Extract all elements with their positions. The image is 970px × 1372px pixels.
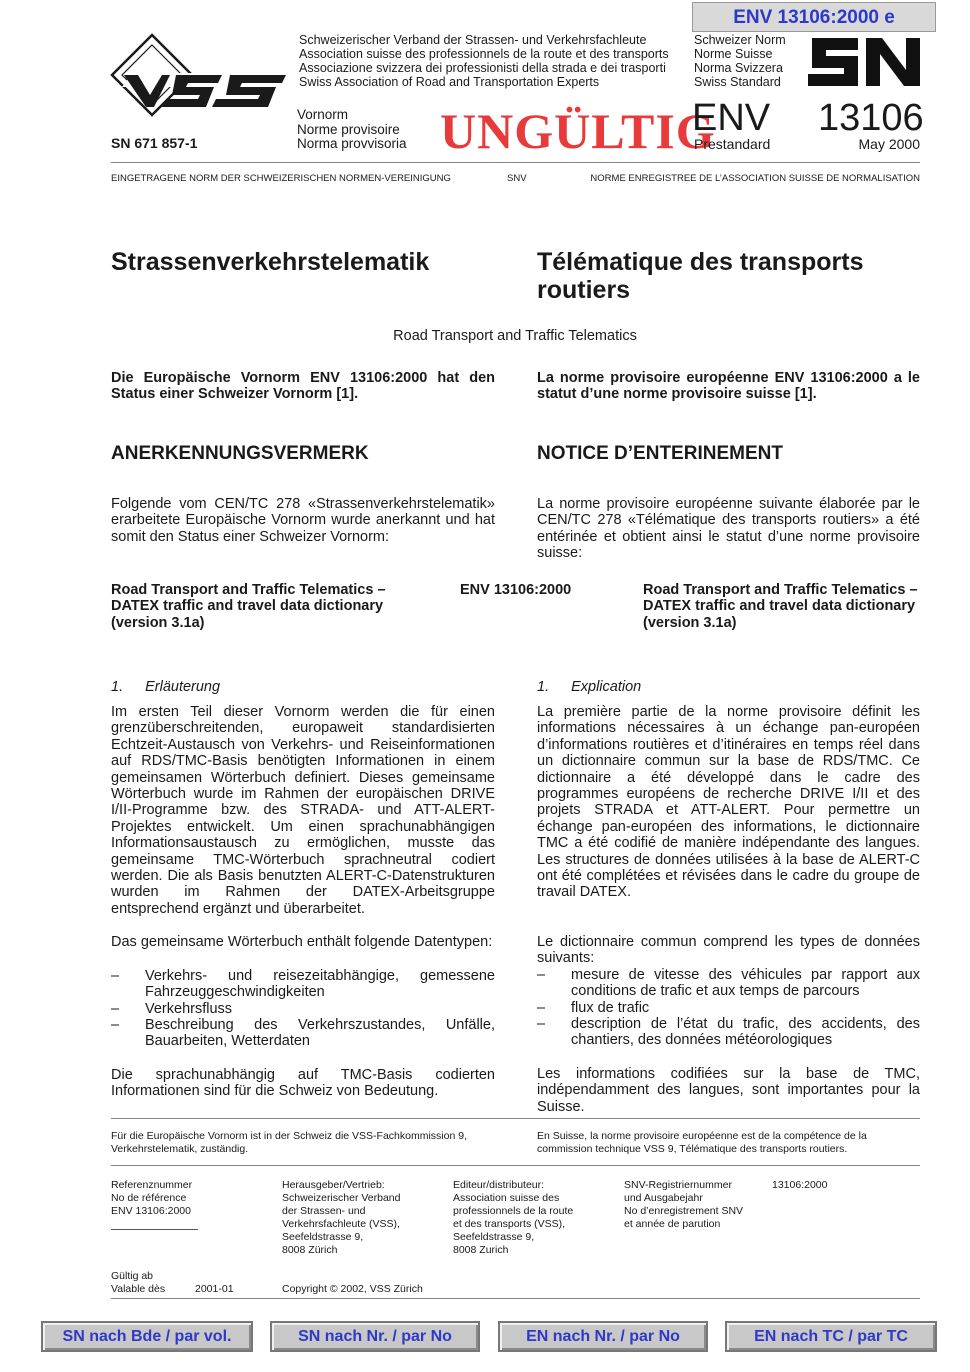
vornorm-it: Norma provvisoria — [297, 136, 407, 151]
snv-label: SNV-Registriernummer — [624, 1179, 732, 1191]
section-body-fr — [537, 704, 920, 1115]
prestandard-label: Prestandard — [694, 136, 771, 152]
paragraph: Im ersten Teil dieser Vornorm werden die für einen grenzüberschreitenden, europaweit standardisierten Echtzeit-Austausch von Verkehrs- und Reiseinformationen auf RDS/TMC-Basis benötigten Informationen in einem gemeinsamen Wörterbuch definiert. Dieses gemeinsame Wörterbuch wurde im Rahmen der europäischen DRIVE I/II-Programme bzw. des STRADA- und ATT-ALERT-Projektes entwickelt. Um einen sprachunabhängigen Informationsaustausch zu ermöglichen, musste das gemeinsame TMC-Wörterbuch sprachneutral codiert werden. Die als Basis benutzten ALERT-C-Datenstrukturen wurden im Rahmen der DATEX-Arbeitsgruppe entsprechend ergänzt und überarbeitet. — [111, 704, 495, 917]
header-divider — [111, 162, 920, 163]
swiss-standard-labels — [694, 33, 786, 89]
vornorm-fr: Norme provisoire — [297, 121, 400, 137]
vss-logo — [110, 33, 290, 117]
snv-registration — [624, 1179, 743, 1231]
section-number: 1. — [537, 679, 550, 695]
list-item-text: mesure de vitesse des véhicules par rapport aux conditions de trafic et aux temps de parcours — [571, 966, 920, 1000]
valid-label: Gültig ab — [111, 1270, 154, 1282]
standard-title-line: Road Transport and Traffic Telematics – — [111, 582, 386, 598]
list-item-text: flux de trafic — [571, 999, 650, 1016]
list-item: – Beschreibung des Verkehrszustandes, Unfälle, Bauarbeiten, Wetterdaten — [111, 1016, 495, 1050]
paragraph: Die sprachunabhängig auf TMC-Basis codierten Informationen sind für die Schweiz von Bedeutung. — [111, 1066, 495, 1100]
reference-label: Referenznummer — [111, 1179, 193, 1191]
registered-snv: SNV — [507, 173, 527, 184]
org-name-en: Swiss Association of Road and Transportation Experts — [299, 75, 600, 89]
provisional-standard-labels — [297, 108, 407, 152]
registered-norm-de: EINGETRAGENE NORM DER SCHWEIZERISCHEN NORMEN-VEREINIGUNG — [111, 173, 451, 184]
section-body-de — [111, 704, 495, 1100]
list-item-text: description de l’état du trafic, des accidents, des chantiers, des données météorologiques — [571, 1015, 920, 1049]
publisher-line: Herausgeber/Vertrieb: — [282, 1179, 385, 1191]
sn-label-de: Schweizer Norm — [694, 33, 786, 47]
intro-fr: La norme provisoire européenne suivante élaborée par le CEN/TC 278 «Télématique des transports routiers» a été entérinée et obtient ainsi le statut d’une norme provisoire suisse: — [537, 496, 920, 562]
publisher-line: Association suisse des — [453, 1192, 560, 1204]
publisher-line: 8008 Zurich — [453, 1244, 509, 1256]
status-de: Die Europäische Vornorm ENV 13106:2000 hat den Status einer Schweizer Vornorm [1]. — [111, 370, 495, 403]
publisher-line: Verkehrsfachleute (VSS), — [282, 1218, 400, 1230]
reference-number — [111, 1179, 192, 1218]
publisher-line: professionnels de la route — [453, 1205, 574, 1217]
section-heading-de — [111, 679, 220, 695]
organisation-names — [299, 33, 669, 89]
section-heading-fr — [537, 679, 641, 695]
status-fr: La norme provisoire européenne ENV 13106:2000 a le statut d’une norme provisoire suisse [1]. — [537, 370, 920, 403]
publisher-line: Seefeldstrasse 9, — [453, 1231, 535, 1243]
publisher-fr — [453, 1179, 573, 1257]
org-name-de: Schweizerischer Verband der Strassen- und Verkehrsfachleute — [299, 33, 647, 47]
reference-value: ENV 13106:2000 — [111, 1205, 191, 1217]
env-label: ENV — [692, 97, 771, 139]
standard-title-left — [111, 582, 386, 631]
paragraph: La première partie de la norme provisoire définit les informations nécessaires à un échange pan-européen d’informations routières et d’itinéraires en temps réel dans un dictionnaire commun sur la base de RDS/TMC. Ce dictionnaire a été développé dans le cadre des programmes européens de recherche DRIVE I/II et des projets STRADA et ATT-ALERT. Pour permettre un échange pan-européen des informations, le dictionnaire TMC a été codifié de manière indépendante des langues. Les structures de données utilisées à la base de ALERT-C ont été complétées et révisées dans le cadre du groupe de travail DATEX. — [537, 704, 920, 901]
responsibility-de: Für die Europäische Vornorm ist in der Schweiz die VSS-Fachkommission 9, Verkehrstelematik, zuständig. — [111, 1130, 467, 1155]
publication-date: May 2000 — [858, 136, 920, 152]
list-item: – Verkehrsfluss — [111, 1000, 233, 1017]
list-item: – description de l’état du trafic, des accidents, des chantiers, des données météorologiques — [537, 1015, 920, 1049]
standard-title-right — [643, 582, 918, 631]
standard-title-line: Road Transport and Traffic Telematics – — [643, 582, 918, 598]
footer-divider — [111, 1165, 920, 1166]
sn-logo — [806, 34, 922, 90]
valid-from-value: 2001-01 — [195, 1283, 234, 1295]
publisher-line: Schweizerischer Verband — [282, 1192, 401, 1204]
section-title: Erläuterung — [145, 679, 221, 695]
footer-divider — [111, 1118, 920, 1119]
en-by-tc-button[interactable]: EN nach TC / par TC — [725, 1321, 937, 1352]
publisher-de — [282, 1179, 400, 1257]
heading-fr: NOTICE D’ENTERINEMENT — [537, 443, 783, 464]
publisher-line: Editeur/distributeur: — [453, 1179, 545, 1191]
publisher-line: et des transports (VSS), — [453, 1218, 566, 1230]
sn-by-volume-button[interactable]: SN nach Bde / par vol. — [41, 1321, 253, 1352]
title-de: Strassenverkehrstelematik — [111, 248, 430, 276]
bullet-list — [537, 967, 920, 1049]
sn-by-number-button[interactable]: SN nach Nr. / par No — [270, 1321, 480, 1352]
list-item: – mesure de vitesse des véhicules par rapport aux conditions de trafic et aux temps de parcours — [537, 966, 920, 1000]
org-name-it: Associazione svizzera dei professionisti della strada e dei trasporti — [299, 61, 666, 75]
snv-label: No d’enregistrement SNV — [624, 1205, 744, 1217]
heading-de: ANERKENNUNGSVERMERK — [111, 443, 369, 464]
list-item: – Verkehrs- und reisezeitabhängige, gemessene Fahrzeuggeschwindigkeiten — [111, 967, 495, 1001]
reference-label: No de référence — [111, 1192, 187, 1204]
title-en: Road Transport and Traffic Telematics — [393, 328, 637, 344]
vornorm-de: Vornorm — [297, 107, 349, 122]
paragraph: Das gemeinsame Wörterbuch enthält folgende Datentypen: — [111, 934, 493, 951]
standard-code: ENV 13106:2000 — [460, 582, 572, 598]
paragraph: Les informations codifiées sur la base de TMC, indépendamment des langues, sont importantes pour la Suisse. — [537, 1065, 920, 1115]
responsibility-fr: En Suisse, la norme provisoire européenne est de la compétence de la commission technique VSS 9, Télématique des transports routiers. — [537, 1130, 867, 1155]
list-item: – flux de trafic — [537, 999, 650, 1016]
en-by-number-button[interactable]: EN nach Nr. / par No — [498, 1321, 708, 1352]
standard-title-line: (version 3.1a) — [643, 614, 737, 631]
standard-title-line: (version 3.1a) — [111, 614, 205, 631]
paragraph: Le dictionnaire commun comprend les types de données suivants: — [537, 933, 920, 967]
snv-label: und Ausgabejahr — [624, 1192, 703, 1204]
title-fr: Télématique des transports routiers — [537, 248, 864, 304]
snv-registration-value: 13106:2000 — [772, 1179, 828, 1191]
env-number: 13106 — [818, 97, 924, 139]
copyright: Copyright © 2002, VSS Zürich — [282, 1283, 423, 1295]
reference-underline — [111, 1229, 198, 1230]
org-name-fr: Association suisse des professionnels de la route et des transports — [299, 47, 669, 61]
list-item-text: Beschreibung des Verkehrszustandes, Unfälle, Bauarbeiten, Wetterdaten — [145, 1016, 495, 1050]
section-number: 1. — [111, 679, 124, 695]
sn-number: SN 671 857-1 — [111, 135, 198, 151]
list-item-text: Verkehrs- und reisezeitabhängige, gemessene Fahrzeuggeschwindigkeiten — [145, 967, 495, 1001]
publisher-line: 8008 Zürich — [282, 1244, 338, 1256]
publisher-line: der Strassen- und — [282, 1205, 366, 1217]
footer-divider — [111, 1298, 920, 1299]
standard-title-line: DATEX traffic and travel data dictionary — [643, 598, 916, 615]
list-item-text: Verkehrsfluss — [145, 1000, 233, 1017]
document-code-tag: ENV 13106:2000 e — [692, 2, 936, 32]
standard-title-line: DATEX traffic and travel data dictionary — [111, 598, 384, 615]
sn-label-en: Swiss Standard — [694, 75, 781, 89]
registered-norm-fr: NORME ENREGISTREE DE L’ASSOCIATION SUISSE DE NORMALISATION — [590, 173, 920, 184]
snv-label: et année de parution — [624, 1218, 721, 1230]
section-title: Explication — [571, 679, 642, 695]
valid-from — [111, 1270, 165, 1296]
sn-label-it: Norma Svizzera — [694, 61, 783, 75]
intro-de: Folgende vom CEN/TC 278 «Strassenverkehrstelematik» erarbeitete Europäische Vornorm wurde anerkannt und hat somit den Status einer Schweizer Vornorm: — [111, 496, 495, 545]
invalid-stamp: UNGÜLTIG — [440, 103, 716, 159]
sn-label-fr: Norme Suisse — [694, 47, 773, 61]
bullet-list — [111, 968, 495, 1050]
publisher-line: Seefeldstrasse 9, — [282, 1231, 364, 1243]
valid-label: Valable dès — [111, 1283, 166, 1295]
